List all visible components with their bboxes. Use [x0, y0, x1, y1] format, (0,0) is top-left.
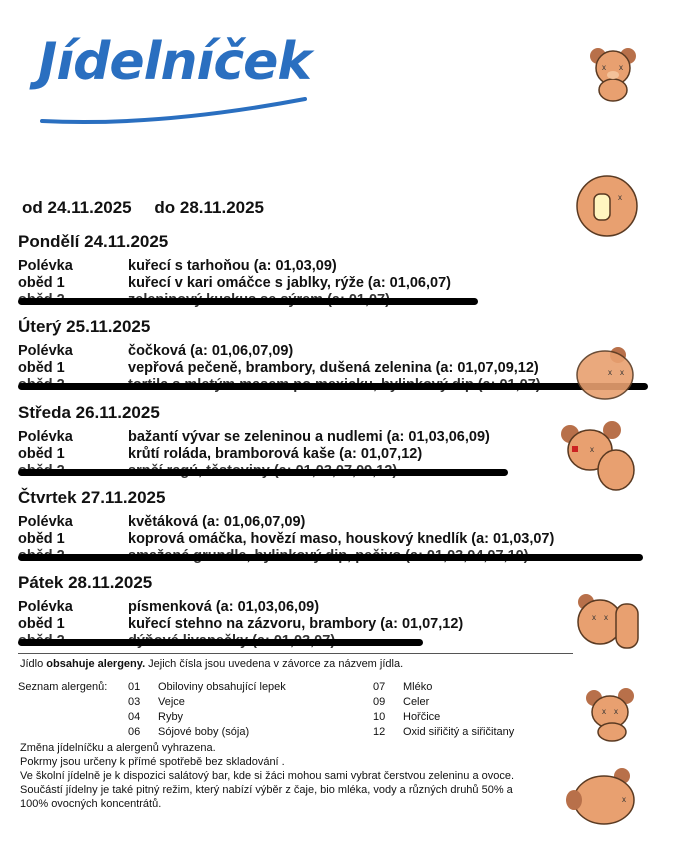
- footer-notes: [20, 741, 514, 811]
- footer-note: Součástí jídelny je také pitný režim, který nabízí výběr z čaje, bio mléka, vody a různých druhů 50% a: [20, 784, 513, 796]
- svg-text:x: x: [622, 795, 626, 804]
- strikethrough-mark: [18, 298, 478, 305]
- allergen-note-suffix: Jejich čísla jsou uvedena v závorce za názvem jídla.: [145, 658, 404, 670]
- menu-row: [18, 275, 638, 292]
- day-block: [18, 573, 638, 650]
- footer-note: Změna jídelníčku a alergenů vyhrazena.: [20, 742, 216, 754]
- allergen-number: 07: [373, 681, 386, 693]
- menu-row: [18, 446, 638, 463]
- footer-note: Pokrmy jsou určeny k přímé spotřebě bez skladování .: [20, 756, 285, 768]
- meal-label: Polévka: [18, 599, 73, 615]
- teddy-bear-icon: [572, 172, 642, 240]
- strikethrough-mark: [18, 639, 423, 646]
- title-swoosh: [40, 95, 310, 127]
- menu-row: [18, 463, 638, 480]
- svg-text:x: x: [602, 707, 606, 716]
- svg-text:x: x: [604, 613, 608, 622]
- meal-text: vepřová pečeně, brambory, dušená zelenina (a: 01,07,09,12): [128, 360, 539, 376]
- page-title: Jídelníček: [38, 32, 312, 92]
- allergen-name: Hořčice: [403, 711, 441, 723]
- menu-row: [18, 377, 638, 394]
- day-block: [18, 317, 638, 394]
- meal-label: oběd 1: [18, 275, 65, 291]
- teddy-bear-icon: [582, 42, 644, 104]
- menu-row: [18, 514, 638, 531]
- teddy-bear-icon: [572, 590, 644, 654]
- strikethrough-mark: [18, 383, 648, 390]
- day-title: Čtvrtek 27.11.2025: [18, 488, 166, 507]
- menu-row: [18, 343, 638, 360]
- meal-text: krůtí roláda, bramborová kaše (a: 01,07,12): [128, 446, 423, 462]
- footer-note: 100% ovocných koncentrátů.: [20, 798, 162, 810]
- meal-label: Polévka: [18, 343, 73, 359]
- allergen-number: 12: [373, 726, 386, 738]
- allergen-item: [128, 680, 286, 695]
- menu-row: [18, 548, 638, 565]
- meal-text: kuřecí stehno na zázvoru, brambory (a: 01,07,12): [128, 616, 464, 632]
- allergen-note-bold: obsahuje alergeny.: [46, 658, 146, 670]
- meal-text: kuřecí v kari omáčce s jablky, rýže (a: 01,06,07): [128, 275, 451, 291]
- svg-text:x: x: [618, 193, 622, 202]
- allergen-note: [20, 657, 403, 671]
- teddy-bear-icon: [570, 345, 640, 405]
- meal-label: Polévka: [18, 258, 73, 274]
- menu-row: [18, 429, 638, 446]
- allergen-name: Sójové boby (sója): [158, 726, 250, 738]
- menu-row: [18, 633, 638, 650]
- menu-row: [18, 258, 638, 275]
- allergen-item: [373, 725, 514, 740]
- allergen-item: [128, 710, 286, 725]
- strikethrough-mark: [18, 554, 643, 561]
- allergen-name: Ryby: [158, 711, 184, 723]
- meal-label: oběd 1: [18, 616, 65, 632]
- footer-note: Ve školní jídelně je k dispozici salátový bar, kde si žáci mohou sami vybrat čerstvou zeleninu a ovoce.: [20, 770, 515, 782]
- meal-label: Polévka: [18, 429, 73, 445]
- allergen-name: Oxid siřičitý a siřičitany: [403, 726, 515, 738]
- allergen-column-right: [373, 680, 514, 740]
- allergen-number: 09: [373, 696, 386, 708]
- svg-text:x: x: [619, 63, 623, 72]
- allergen-item: [373, 680, 514, 695]
- allergen-number: 06: [128, 726, 141, 738]
- day-block: [18, 403, 638, 480]
- svg-text:x: x: [620, 368, 624, 377]
- meal-text: bažantí vývar se zeleninou a nudlemi (a: 01,03,06,09): [128, 429, 490, 445]
- meal-text: písmenková (a: 01,03,06,09): [128, 599, 320, 615]
- svg-text:x: x: [592, 613, 596, 622]
- svg-text:x: x: [614, 707, 618, 716]
- menu-row: [18, 292, 638, 309]
- meal-text: kuřecí s tarhoňou (a: 01,03,09): [128, 258, 337, 274]
- meal-label: Polévka: [18, 514, 73, 530]
- day-block: [18, 488, 638, 565]
- meal-text: květáková (a: 01,06,07,09): [128, 514, 306, 530]
- allergen-item: [373, 710, 514, 725]
- teddy-bear-icon: [562, 766, 640, 828]
- svg-text:x: x: [608, 368, 612, 377]
- meal-label: oběd 1: [18, 360, 65, 376]
- menu-row: [18, 360, 638, 377]
- menu-row: [18, 599, 638, 616]
- teddy-bear-icon: [560, 418, 640, 496]
- menu-period: [22, 198, 282, 218]
- allergen-item: [128, 695, 286, 710]
- menu-row: [18, 616, 638, 633]
- day-title: Pondělí 24.11.2025: [18, 232, 169, 251]
- menu-row: [18, 531, 638, 548]
- allergen-number: 04: [128, 711, 141, 723]
- allergen-number: 10: [373, 711, 386, 723]
- allergen-number: 01: [128, 681, 141, 693]
- allergen-name: Vejce: [158, 696, 185, 708]
- allergen-list-label: Seznam alergenů:: [18, 681, 108, 693]
- day-title: Pátek 28.11.2025: [18, 573, 153, 592]
- allergen-column-left: [128, 680, 286, 740]
- period-from: od 24.11.2025: [22, 198, 132, 217]
- day-title: Středa 26.11.2025: [18, 403, 160, 422]
- meal-text: koprová omáčka, hovězí maso, houskový knedlík (a: 01,03,07): [128, 531, 555, 547]
- period-to: do 28.11.2025: [154, 198, 265, 217]
- allergen-name: Mléko: [403, 681, 433, 693]
- strikethrough-mark: [18, 469, 508, 476]
- teddy-bear-icon: [582, 686, 642, 742]
- meal-label: oběd 1: [18, 531, 65, 547]
- meal-text: čočková (a: 01,06,07,09): [128, 343, 294, 359]
- day-title: Úterý 25.11.2025: [18, 317, 151, 336]
- allergen-name: Obiloviny obsahující lepek: [158, 681, 286, 693]
- allergen-list: [18, 680, 538, 740]
- divider: [18, 653, 573, 654]
- meal-label: oběd 1: [18, 446, 65, 462]
- allergen-number: 03: [128, 696, 141, 708]
- day-block: [18, 232, 638, 309]
- allergen-name: Celer: [403, 696, 430, 708]
- allergen-item: [373, 695, 514, 710]
- allergen-item: [128, 725, 286, 740]
- svg-text:x: x: [602, 63, 606, 72]
- allergen-note-prefix: Jídlo: [20, 658, 47, 670]
- svg-text:x: x: [590, 445, 594, 454]
